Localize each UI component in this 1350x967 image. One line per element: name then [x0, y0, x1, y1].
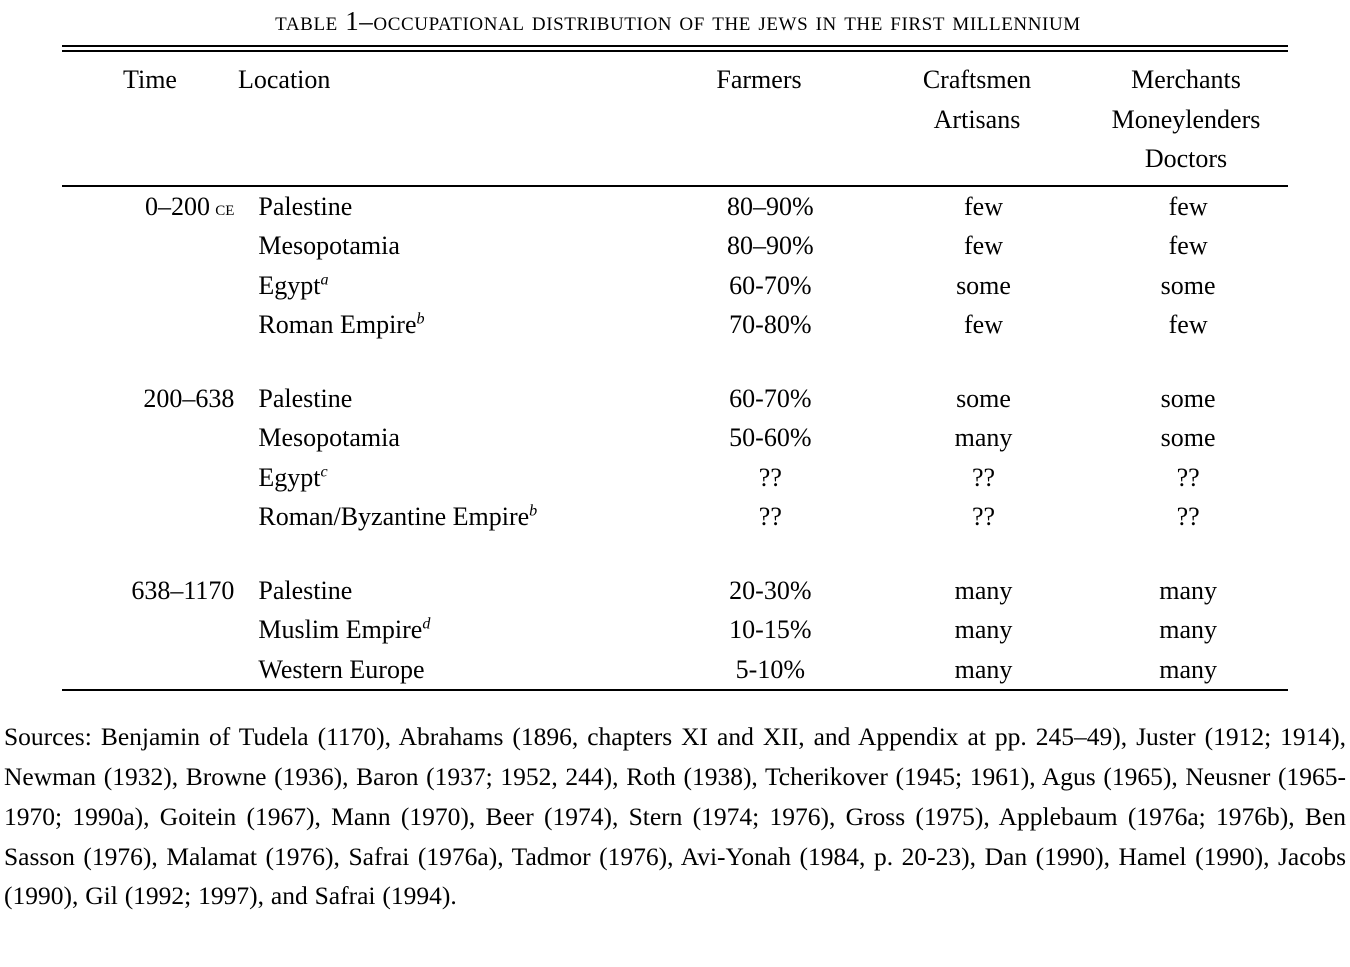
cell-time [62, 497, 258, 537]
cell-farmers: 20-30% [729, 575, 812, 605]
cell-merchants: many [1159, 654, 1217, 684]
cell-location [258, 266, 662, 306]
bottom-rule-group [0, 689, 1350, 691]
column-header-craftsmen [870, 52, 1084, 185]
cell-time [62, 226, 258, 266]
column-header-time: Time [123, 65, 177, 94]
cell-farmers: ?? [758, 502, 782, 532]
cell-craftsmen: some [956, 270, 1011, 300]
cell-location [258, 379, 662, 419]
cell-craftsmen: many [954, 654, 1013, 684]
block-gap [62, 537, 1288, 571]
cell-merchants: many [1159, 615, 1217, 645]
sources-paragraph [4, 717, 1346, 916]
time-period-label: 0–200 [145, 191, 210, 221]
cell-location [258, 187, 662, 227]
top-double-rule [62, 45, 1288, 52]
column-header-craftsmen-line1: Craftsmen [922, 65, 1032, 94]
location-label: Mesopotamia [258, 231, 400, 261]
column-header-merchants-line2: Moneylenders [1111, 104, 1261, 134]
cell-merchants: many [1159, 575, 1217, 605]
cell-time [62, 610, 258, 650]
cell-location [258, 458, 662, 498]
time-era-suffix: ce [210, 196, 235, 220]
table-row [62, 571, 1288, 611]
column-header-farmers: Farmers [716, 65, 802, 94]
table-title-text: table 1–occupational distribution of the jews in the first millennium [275, 6, 1081, 36]
cell-craftsmen: many [954, 575, 1013, 605]
cell-craftsmen: ?? [971, 502, 996, 532]
cell-farmers: 70-80% [729, 310, 812, 340]
cell-craftsmen: few [964, 310, 1003, 340]
footnote-marker: c [320, 462, 328, 480]
cell-merchants: ?? [1176, 462, 1200, 492]
table-row [62, 305, 1288, 345]
occupational-distribution-body [62, 187, 1288, 690]
table-body [62, 187, 1288, 690]
cell-location [258, 610, 662, 650]
occupational-distribution-table [62, 52, 1288, 185]
block-gap-cell [62, 345, 1288, 379]
table-title [0, 6, 1350, 37]
table-row [62, 458, 1288, 498]
column-header-craftsmen-line2: Artisans [933, 104, 1021, 134]
column-header-merchants [1084, 52, 1288, 185]
cell-farmers: ?? [758, 462, 782, 492]
cell-farmers: 5-10% [735, 654, 805, 684]
cell-time [62, 458, 258, 498]
column-header-merchants-line1: Merchants [1131, 65, 1241, 94]
cell-merchants: some [1160, 270, 1216, 300]
cell-location [258, 571, 662, 611]
cell-time [62, 418, 258, 458]
cell-location [258, 305, 662, 345]
table-header [62, 52, 1288, 185]
column-header-merchants-line3: Doctors [1144, 144, 1228, 174]
location-label: Palestine [258, 191, 353, 221]
cell-time [62, 571, 258, 611]
cell-time [62, 187, 258, 227]
table-bottom-rule [62, 689, 1288, 691]
cell-farmers: 10-15% [729, 615, 812, 645]
location-label: Egypt [258, 462, 321, 492]
time-period-label: 200–638 [143, 383, 235, 413]
cell-craftsmen: ?? [971, 462, 996, 492]
top-rule-group [0, 45, 1350, 52]
cell-craftsmen: many [954, 423, 1013, 453]
location-label: Roman Empire [258, 310, 417, 340]
cell-craftsmen: many [954, 615, 1013, 645]
table-row [62, 379, 1288, 419]
location-label: Muslim Empire [258, 615, 423, 645]
sources-text: Benjamin of Tudela (1170), Abrahams (1896, chapters XI and XII, and Appendix at pp. 245–49), Juster (1912; 1914), Newman (1932), Browne (1936), Baron (1937; 1952, 244), Roth (1938), Tcherikover (1945; 1961), Agus (1965), Neusner (1965-1970; 1990a), Goitein (1967), Mann (1970), Beer (1974), Stern (1974; 1976), Gross (1975), Applebaum (1976a; 1976b), Ben Sasson (1976), Malamat (1976), Safrai (1976a), Tadmor (1976), Avi-Yonah (1984, p. 20-23), Dan (1990), Hamel (1990), Jacobs (1990), Gil (1992; 1997), and Safrai (1994). [4, 722, 1347, 911]
cell-merchants: ?? [1176, 502, 1200, 532]
cell-farmers: 80–90% [727, 191, 814, 221]
cell-craftsmen: some [956, 383, 1011, 413]
cell-location [258, 650, 662, 690]
footnote-marker: b [529, 502, 538, 520]
location-label: Roman/Byzantine Empire [258, 502, 530, 532]
table-row [62, 610, 1288, 650]
table-row [62, 418, 1288, 458]
cell-time [62, 305, 258, 345]
footnote-marker: b [416, 310, 425, 328]
cell-merchants: few [1168, 310, 1208, 340]
footnote-marker: d [422, 615, 431, 633]
cell-craftsmen: few [964, 231, 1003, 261]
cell-location [258, 497, 662, 537]
table-row [62, 497, 1288, 537]
header-row [62, 52, 1288, 185]
location-label: Palestine [258, 383, 353, 413]
cell-farmers: 60-70% [729, 383, 812, 413]
cell-farmers: 50-60% [729, 423, 812, 453]
location-label: Mesopotamia [258, 423, 400, 453]
cell-farmers: 60-70% [729, 270, 812, 300]
cell-location [258, 226, 662, 266]
cell-time [62, 379, 258, 419]
cell-merchants: few [1168, 231, 1208, 261]
location-label: Palestine [258, 575, 353, 605]
table-row [62, 650, 1288, 690]
column-header-location: Location [238, 65, 331, 94]
cell-merchants: some [1160, 423, 1216, 453]
table-row [62, 187, 1288, 227]
cell-craftsmen: few [964, 191, 1003, 221]
cell-location [258, 418, 662, 458]
location-label: Egypt [258, 270, 321, 300]
block-gap [62, 345, 1288, 379]
cell-time [62, 266, 258, 306]
sources-label: Sources: [4, 722, 92, 752]
time-period-label: 638–1170 [131, 575, 235, 605]
footnote-marker: a [320, 270, 329, 288]
block-gap-cell [62, 537, 1288, 571]
cell-merchants: few [1168, 191, 1208, 221]
location-label: Western Europe [258, 654, 425, 684]
table-row [62, 266, 1288, 306]
table-row [62, 226, 1288, 266]
cell-time [62, 650, 258, 690]
cell-merchants: some [1160, 383, 1216, 413]
cell-farmers: 80–90% [727, 231, 814, 261]
